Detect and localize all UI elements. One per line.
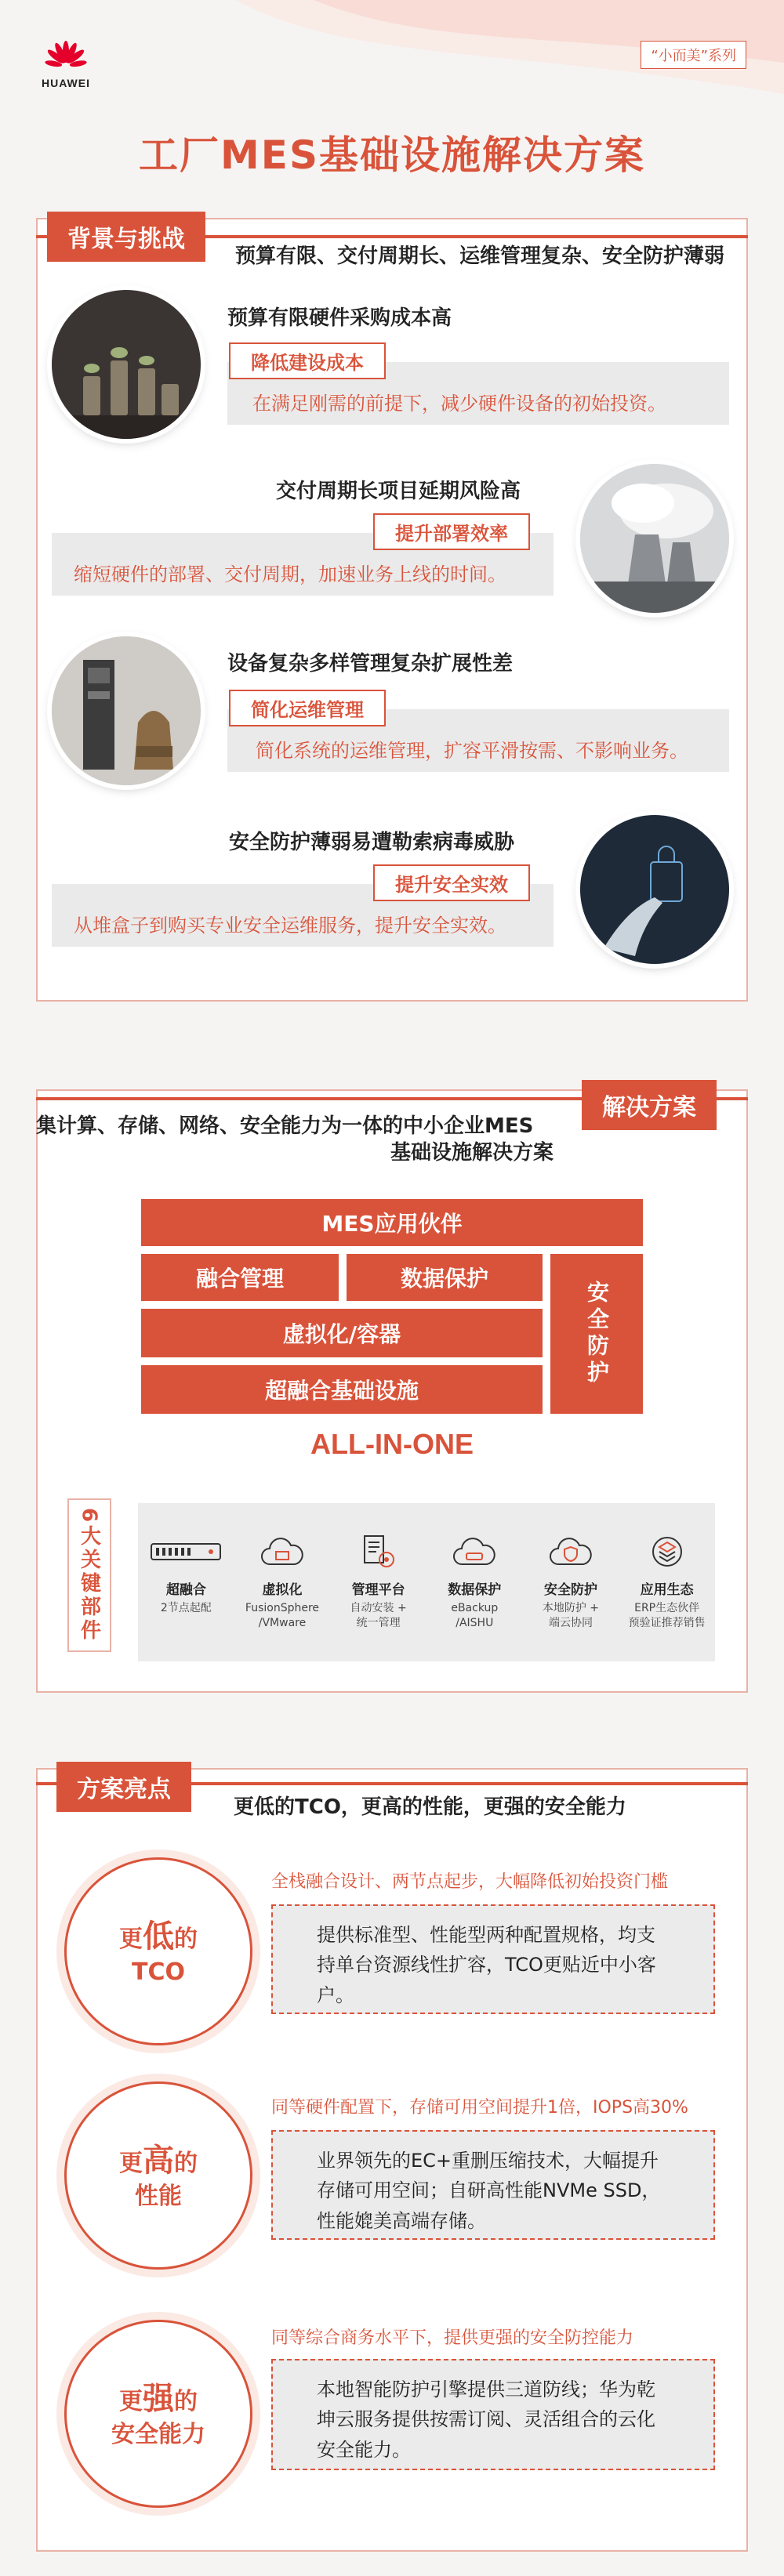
key-name-5: 安全防护 <box>543 1582 597 1598</box>
key-desc-5b: 端云协同 <box>548 1616 593 1629</box>
highlight-1-big: 低 <box>143 1918 174 1955</box>
key-desc-5a: 本地防护 + <box>542 1602 600 1614</box>
backup-icon <box>451 1533 498 1571</box>
highlight-3-big: 强 <box>143 2380 174 2417</box>
highlight-1-head: 全栈融合设计、两节点起步，大幅降低初始投资门槛 <box>271 1872 669 1892</box>
ecosystem-icon <box>648 1533 686 1571</box>
management-icon <box>360 1533 397 1571</box>
highlight-2-line2: 性能 <box>135 2182 182 2210</box>
challenge-badge-1: 降低建设成本 <box>229 342 386 379</box>
challenge-badge-4: 提升安全实效 <box>373 864 530 901</box>
key-item-management <box>336 1533 422 1631</box>
all-in-one-label: ALL-IN-ONE <box>310 1428 474 1460</box>
challenge-desc-text-1: 在满足刚需的前提下，减少硬件设备的初始投资。 <box>252 392 666 415</box>
huawei-logo <box>34 41 97 89</box>
key-name-2: 虚拟化 <box>262 1582 303 1598</box>
key-desc-4b: /AISHU <box>456 1616 494 1629</box>
key-desc-6b: 预验证推荐销售 <box>628 1616 706 1629</box>
highlights-subtitle: 更低的TCO，更高的性能，更强的安全能力 <box>234 1795 626 1819</box>
solution-subtitle-line2: 基础设施解决方案 <box>390 1141 554 1165</box>
highlight-3-body: 本地智能防护引擎提供三道防线；华为乾坤云服务提供按需订阅、灵活组合的云化安全能力。 <box>271 2359 715 2470</box>
key-name-3: 管理平台 <box>351 1582 405 1598</box>
arch-mes-partner: MES应用伙伴 <box>141 1199 643 1246</box>
key-desc-6a: ERP生态伙伴 <box>634 1602 700 1614</box>
key-name-1: 超融合 <box>165 1582 206 1598</box>
security-touch-image <box>580 815 729 964</box>
server-icon <box>148 1533 223 1571</box>
key-item-hci <box>143 1533 229 1616</box>
key-name-6: 应用生态 <box>640 1582 694 1598</box>
arch-data-protection: 数据保护 <box>347 1254 543 1301</box>
key-components-label: 6大关键部件 <box>67 1498 111 1652</box>
key-name-4: 数据保护 <box>448 1582 502 1598</box>
key-item-data-protection <box>431 1533 517 1631</box>
key-item-ecosystem <box>624 1533 710 1631</box>
key-desc-2a: FusionSphere <box>245 1602 320 1614</box>
key-desc-4a: eBackup <box>451 1602 499 1614</box>
solution-subtitle-line1: 集计算、存储、网络、安全能力为一体的中小企业MES <box>36 1114 534 1138</box>
key-desc-1: 2节点起配 <box>160 1602 212 1614</box>
highlight-badge-performance <box>64 2081 252 2270</box>
factory-chimney-image <box>580 464 729 613</box>
highlight-3-pre: 更 <box>119 2387 143 2415</box>
key-desc-3a: 自动安装 + <box>350 1602 407 1614</box>
background-subtitle: 预算有限、交付周期长、运维管理复杂、安全防护薄弱 <box>235 245 725 268</box>
highlight-1-line2: TCO <box>132 1958 185 1986</box>
key-desc-2b: /VMware <box>258 1616 307 1629</box>
arch-converged-management: 融合管理 <box>141 1254 339 1301</box>
equipment-room-image <box>52 636 201 785</box>
highlight-badge-tco <box>64 1857 252 2045</box>
background-section-tab: 背景与挑战 <box>47 212 205 262</box>
challenge-badge-2: 提升部署效率 <box>373 513 530 550</box>
huawei-petal-icon <box>42 41 89 75</box>
highlight-2-post: 的 <box>174 2149 198 2177</box>
solution-section-tab: 解决方案 <box>582 1080 717 1130</box>
highlight-2-body: 业界领先的EC+重删压缩技术，大幅提升存储可用空间；自研高性能NVMe SSD，性能媲美高端存储。 <box>271 2130 715 2240</box>
challenge-title-4: 安全防护薄弱易遭勒索病毒威胁 <box>229 831 515 854</box>
highlight-3-line2: 安全能力 <box>111 2420 205 2448</box>
page-title: 工厂MES基础设施解决方案 <box>139 132 645 178</box>
challenge-title-1: 预算有限硬件采购成本高 <box>227 306 452 330</box>
key-components-list <box>138 1503 715 1661</box>
challenge-desc-text-3: 简化系统的运维管理，扩容平滑按需、不影响业务。 <box>256 739 688 762</box>
challenge-title-2: 交付周期长项目延期风险高 <box>276 480 521 503</box>
highlight-1-body: 提供标准型、性能型两种配置规格，均支持单台资源线性扩容，TCO更贴近中小客户。 <box>271 1904 715 2014</box>
highlight-badge-security <box>64 2320 252 2508</box>
challenge-desc-text-2: 缩短硬件的部署、交付周期，加速业务上线的时间。 <box>74 563 506 585</box>
coins-plant-image <box>52 290 201 439</box>
highlights-section-tab: 方案亮点 <box>56 1762 191 1812</box>
brand-name: HUAWEI <box>42 77 90 89</box>
arch-hci: 超融合基础设施 <box>141 1365 543 1414</box>
shield-icon <box>547 1533 594 1571</box>
challenge-desc-text-4: 从堆盒子到购买专业安全运维服务，提升安全实效。 <box>74 914 506 937</box>
highlight-2-head: 同等硬件配置下，存储可用空间提升1倍，IOPS高30% <box>271 2098 688 2118</box>
highlight-2-big: 高 <box>143 2142 174 2179</box>
challenge-badge-3: 简化运维管理 <box>229 690 386 726</box>
key-desc-3b: 统一管理 <box>356 1616 401 1629</box>
highlight-1-post: 的 <box>174 1925 198 1953</box>
cloud-icon <box>259 1533 306 1571</box>
key-item-virtualization <box>239 1533 325 1631</box>
highlight-3-post: 的 <box>174 2387 198 2415</box>
series-tag: “小而美”系列 <box>641 41 746 69</box>
challenge-title-3: 设备复杂多样管理复杂扩展性差 <box>227 652 514 676</box>
arch-security: 安全防护 <box>550 1254 643 1414</box>
highlight-3-head: 同等综合商务水平下，提供更强的安全防控能力 <box>271 2328 634 2348</box>
key-item-security <box>528 1533 614 1631</box>
highlight-2-pre: 更 <box>119 2149 143 2177</box>
arch-virtualization: 虚拟化/容器 <box>141 1309 543 1357</box>
highlight-1-pre: 更 <box>119 1925 143 1953</box>
